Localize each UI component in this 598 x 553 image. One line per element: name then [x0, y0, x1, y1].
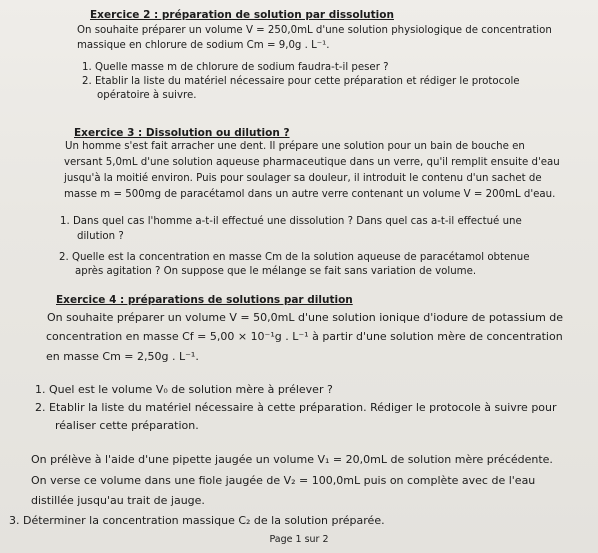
exercise-3-line-4: masse m = 500mg de paracétamol dans un autre verre contenant un volume V = 200mL d'eau. — [64, 189, 556, 200]
exercise-4-paragraph-1: On prélève à l'aide d'une pipette jaugée un volume V₁ = 20,0mL de solution mère précédente. — [31, 453, 553, 466]
exercise-4-paragraph-3: distillée jusqu'au trait de jauge. — [31, 494, 205, 507]
page-footer: Page 1 sur 2 — [269, 534, 329, 545]
exercise-3-line-1: Un homme s'est fait arracher une dent. Il prépare une solution pour un bain de bouche en — [65, 141, 525, 152]
exercise-3-question-1a: 1. Dans quel cas l'homme a-t-il effectué une dissolution ? Dans quel cas a-t-il effectué une — [60, 216, 522, 227]
exercise-3-line-3: jusqu'à la moitié environ. Puis pour soulager sa douleur, il introduit le contenu d'un sachet de — [64, 173, 542, 184]
exercise-2-question-2a: 2. Etablir la liste du matériel nécessaire pour cette préparation et rédiger le protocole — [82, 76, 520, 87]
exercise-3-line-2: versant 5,0mL d'une solution aqueuse pharmaceutique dans un verre, qu'il remplit ensuite d'eau — [64, 157, 560, 168]
exercise-4-question-1: 1. Quel est le volume V₀ de solution mère à prélever ? — [35, 383, 333, 396]
exercise-3-question-2b: après agitation ? On suppose que le mélange se fait sans variation de volume. — [75, 266, 477, 277]
exercise-4-line-1: On souhaite préparer un volume V = 50,0mL d'une solution ionique d'iodure de potassium de — [47, 311, 564, 324]
exercise-2-question-1: 1. Quelle masse m de chlorure de sodium faudra-t-il peser ? — [82, 62, 389, 73]
exercise-4-question-3: 3. Déterminer la concentration massique C₂ de la solution préparée. — [9, 514, 385, 527]
exercise-2-line-2: massique en chlorure de sodium Cm = 9,0g . L⁻¹. — [77, 40, 330, 51]
exercise-3-title: Exercice 3 : Dissolution ou dilution ? — [74, 127, 290, 139]
exercise-4-question-2b: réaliser cette préparation. — [55, 419, 199, 432]
exercise-4-question-2a: 2. Etablir la liste du matériel nécessaire à cette préparation. Rédiger le protocole à suivre pour — [35, 401, 557, 414]
exercise-4-paragraph-2: On verse ce volume dans une fiole jaugée de V₂ = 100,0mL puis on complète avec de l'eau — [31, 474, 536, 487]
exercise-3-question-2a: 2. Quelle est la concentration en masse Cm de la solution aqueuse de paracétamol obtenue — [59, 252, 530, 263]
exercise-2-title: Exercice 2 : préparation de solution par dissolution — [90, 9, 394, 21]
exercise-3-question-1b: dilution ? — [77, 231, 124, 242]
exercise-2-line-1: On souhaite préparer un volume V = 250,0mL d'une solution physiologique de concentration — [77, 25, 552, 36]
exercise-4-line-3: en masse Cm = 2,50g . L⁻¹. — [46, 350, 199, 363]
exercise-4-line-2: concentration en masse Cf = 5,00 × 10⁻¹g . L⁻¹ à partir d'une solution mère de concentration — [46, 330, 563, 343]
exercise-2-question-2b: opératoire à suivre. — [97, 90, 197, 101]
exercise-4-title: Exercice 4 : préparations de solutions par dilution — [56, 294, 353, 306]
